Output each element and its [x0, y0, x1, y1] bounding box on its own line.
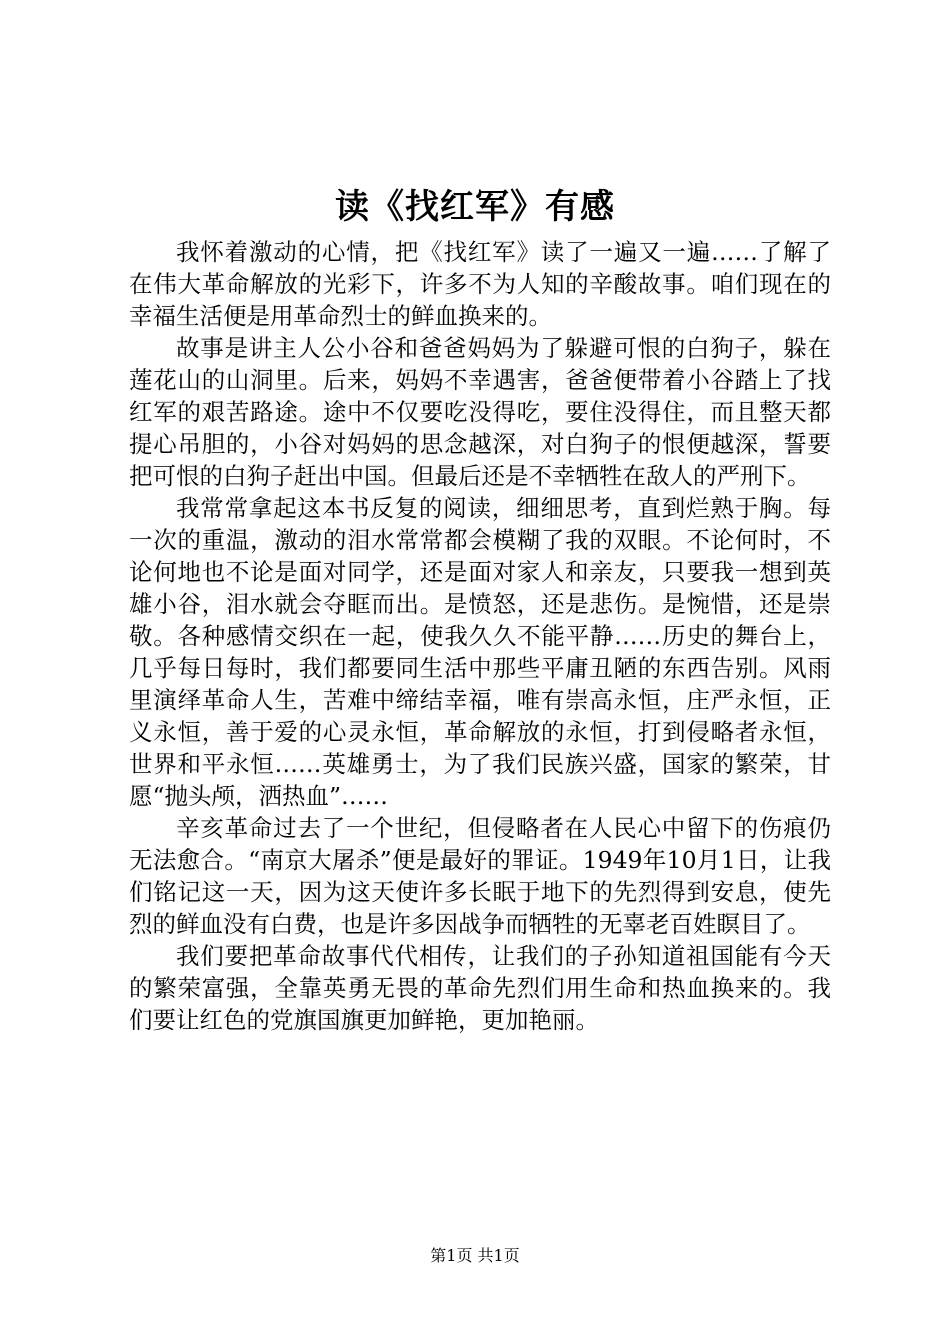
paragraph-3: 我常常拿起这本书反复的阅读，细细思考，直到烂熟于胸。每一次的重温，激动的泪水常常都会模糊了我的双眼。不论何时，不论何地也不论是面对同学，还是面对家人和亲友，只要我一想到英雄小谷，泪水就会夺眶而出。是愤怒，还是悲伤。是惋惜，还是崇敬。各种感情交织在一起，使我久久不能平静……历史的舞台上，几乎每日每时，我们都要同生活中那些平庸丑陋的东西告别。风雨里演绎革命人生，苦难中缔结幸福，唯有崇高永恒，庄严永恒，正义永恒，善于爱的心灵永恒，革命解放的永恒，打到侵略者永恒，世界和平永恒……英雄勇士，为了我们民族兴盛，国家的繁荣，甘愿“抛头颅，洒热血”……: [129, 494, 831, 810]
paragraph-1: 我怀着激动的心情，把《找红军》读了一遍又一遍……了解了在伟大革命解放的光彩下，许多不为人知的辛酸故事。咱们现在的幸福生活便是用革命烈士的鲜血换来的。: [129, 238, 831, 330]
paragraph-2: 故事是讲主人公小谷和爸爸妈妈为了躲避可恨的白狗子，躲在莲花山的山洞里。后来，妈妈不幸遇害，爸爸便带着小谷踏上了找红军的艰苦路途。途中不仅要吃没得吃，要住没得住，而且整天都提心吊胆的，小谷对妈妈的思念越深，对白狗子的恨便越深，誓要把可恨的白狗子赶出中国。但最后还是不幸牺牲在敌人的严刑下。: [129, 334, 831, 490]
document-body: [129, 236, 831, 1036]
paragraph-4: 辛亥革命过去了一个世纪，但侵略者在人民心中留下的伤痕仍无法愈合。“南京大屠杀”便是最好的罪证。1949年10月1日，让我们铭记这一天，因为这天使许多长眠于地下的先烈得到安息，使先烈的鲜血没有白费，也是许多因战争而牺牲的无辜老百姓瞑目了。: [129, 814, 831, 938]
page-footer: 第1页 共1页: [430, 1246, 520, 1265]
paragraph-5: 我们要把革命故事代代相传，让我们的子孙知道祖国能有今天的繁荣富强，全靠英勇无畏的革命先烈们用生命和热血换来的。我们要让红色的党旗国旗更加鲜艳，更加艳丽。: [129, 942, 831, 1034]
document-title: 读《找红军》有感: [335, 187, 615, 227]
